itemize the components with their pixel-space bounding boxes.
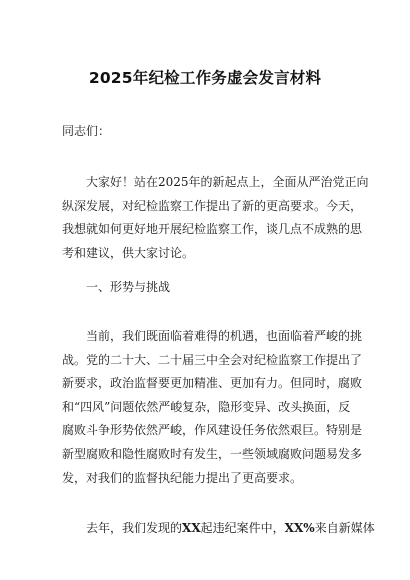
paragraph-line: 腐败斗争形势依然严峻，作风建设任务依然艰巨。特别是 [62, 423, 363, 438]
paragraph-line: 考和建议，供大家讨论。 [62, 245, 195, 260]
paragraph-line: 发，对我们的监督执纪能力提出了更高要求。 [62, 470, 303, 485]
paragraph-line: 和“四风”问题依然严峻复杂，隐形变异、改头换面，反 [62, 399, 351, 414]
paragraph-line: 纵深发展，对纪检监察工作提出了新的更高要求。今天， [62, 198, 363, 213]
text-run: 来自新媒体 [314, 521, 375, 535]
paragraph-line: 新型腐败和隐性腐败时有发生，一些领域腐败问题易发多 [62, 446, 363, 461]
paragraph-line: 当前，我们既面临着难得的机遇，也面临着严峻的挑 [86, 329, 363, 343]
paragraph-line: 新要求，政治监督要更加精准、更加有力。但同时，腐败 [62, 376, 363, 391]
paragraph-line: 战。党的二十大、二十届三中全会对纪检监察工作提出了 [62, 352, 363, 367]
salutation: 同志们： [62, 124, 111, 138]
paragraph-situation [62, 325, 363, 490]
text-run: 去年，我们发现的 [86, 521, 183, 535]
paragraph-opening [62, 171, 369, 265]
paragraph-line: 大家好！站在2025年的新起点上，全面从严治党正向 [86, 175, 369, 189]
paragraph-line: 我想就如何更好地开展纪检监察工作，谈几点不成熟的思 [62, 222, 363, 237]
case-percentage: XX% [284, 521, 315, 535]
text-run: 起违纪案件中， [200, 521, 285, 535]
section-heading: 一、形势与挑战 [86, 280, 171, 294]
paragraph-last-year [62, 517, 375, 541]
case-count: XX [182, 521, 201, 535]
document-title: 2025年纪检工作务虚会发言材料 [88, 69, 322, 87]
paragraph-line [62, 517, 375, 541]
